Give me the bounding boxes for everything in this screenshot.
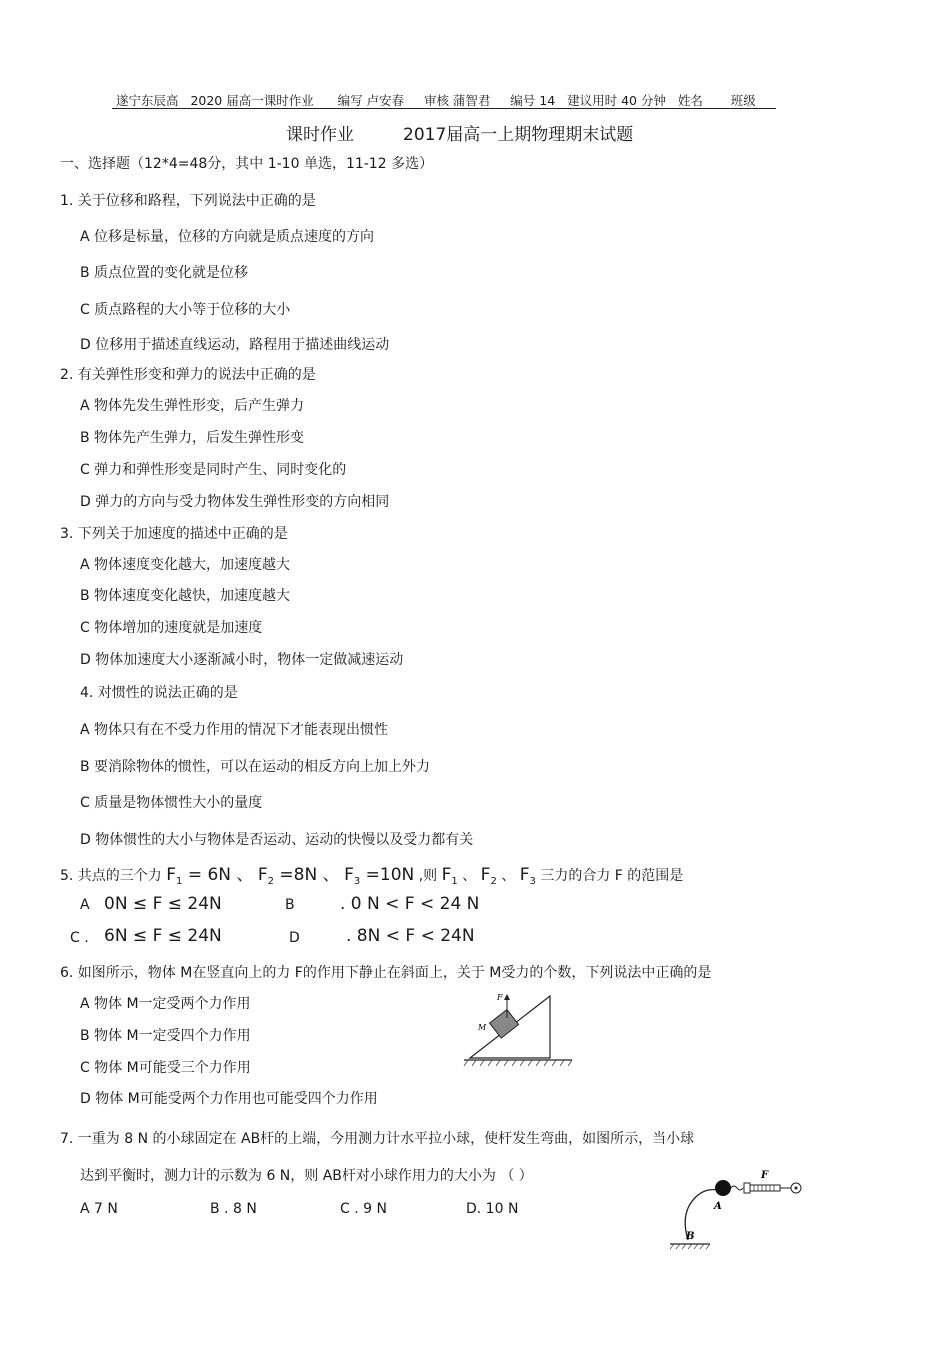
q3-option-d: D 物体加速度大小逐渐减小时，物体一定做减速运动 — [80, 652, 404, 668]
q6-option-b: B 物体 M一定受四个力作用 — [80, 1028, 251, 1044]
q5-ref-f3: $F_3$ — [519, 865, 536, 887]
q2-option-b: B 物体先产生弹力，后发生弹性形变 — [80, 430, 305, 446]
q5-ref-f1: $F_1$ — [441, 865, 458, 887]
q3-option-b: B 物体速度变化越快，加速度越大 — [80, 588, 291, 604]
page-title: 2017届高一上期物理期末试题 — [403, 125, 634, 145]
q2-option-d: D 弹力的方向与受力物体发生弹性形变的方向相同 — [80, 494, 390, 510]
q4-option-b: B 要消除物体的惯性，可以在运动的相反方向上加上外力 — [80, 759, 431, 775]
q5-ref-f2: $F_2$ — [480, 865, 497, 887]
q4-option-d: D 物体惯性的大小与物体是否运动、运动的快慢以及受力都有关 — [80, 832, 474, 848]
fig-f-label: F — [761, 1170, 769, 1181]
q7-stem-line1: 7. 一重为 8 N 的小球固定在 AB杆的上端，今用测力计水平拉小球，使杆发生弯曲，如图所示，当小球 — [60, 1131, 695, 1147]
q3-option-c: C 物体增加的速度就是加速度 — [80, 620, 263, 636]
header-number: 编号 14 — [510, 93, 556, 108]
q2-option-a: A 物体先发生弹性形变，后产生弹力 — [80, 398, 305, 414]
fig-a-label: A — [714, 1201, 722, 1212]
q7-option-a: A 7 N — [80, 1201, 118, 1217]
spring-scale — [750, 1185, 780, 1191]
q5-then: ,则 — [418, 868, 438, 884]
q1-option-a: A 位移是标量，位移的方向就是质点速度的方向 — [80, 229, 375, 245]
q4-option-a: A 物体只有在不受力作用的情况下才能表现出惯性 — [80, 722, 389, 738]
q5-option-b: . 0 N < F < 24 N — [340, 894, 480, 914]
q5-option-c-label: C . — [70, 930, 89, 946]
q5-option-d: . 8N < F < 24N — [346, 926, 475, 946]
q1-option-d: D 位移用于描述直线运动，路程用于描述曲线运动 — [80, 337, 390, 353]
q7-option-d: D. 10 N — [466, 1201, 519, 1217]
q7-option-b: B . 8 N — [210, 1201, 257, 1217]
q5-sep1: 、 — [462, 868, 477, 884]
q5-option-d-label: D — [289, 930, 300, 946]
incline-figure — [460, 988, 575, 1070]
header-writer: 编写 卢安春 — [337, 93, 405, 108]
q7-stem-line2: 达到平衡时，测力计的示数为 6 N，则 AB杆对小球作用力的大小为 （ ） — [80, 1168, 533, 1184]
arrow-head-icon — [504, 994, 510, 1000]
fig-b-label: B — [686, 1231, 695, 1242]
rod-figure — [660, 1160, 810, 1252]
header-time: 建议用时 40 分钟 — [567, 93, 666, 108]
q5-f3: $F_3 =10N$ — [344, 865, 415, 887]
q5-option-a-label: A — [80, 897, 90, 913]
block-m — [490, 1010, 519, 1038]
title-left: 课时作业 — [286, 125, 354, 145]
q3-stem: 3. 下列关于加速度的描述中正确的是 — [60, 526, 288, 542]
q1-option-c: C 质点路程的大小等于位移的大小 — [80, 302, 291, 318]
section-heading: 一、选择题（12*4=48分，其中 1-10 单选，11-12 多选） — [60, 156, 434, 172]
q4-option-c: C 质量是物体惯性大小的量度 — [80, 795, 263, 811]
q5-tail: 三力的合力 F 的范围是 — [540, 868, 684, 884]
q2-stem: 2. 有关弹性形变和弹力的说法中正确的是 — [60, 367, 316, 383]
header-class: 班级 — [730, 93, 756, 108]
q6-option-c: C 物体 M可能受三个力作用 — [80, 1060, 251, 1076]
q6-stem: 6. 如图所示，物体 M在竖直向上的力 F的作用下静止在斜面上，关于 M受力的个数，下列说法中正确的是 — [60, 965, 712, 981]
ball — [715, 1180, 731, 1196]
q5-option-b-label: B — [285, 897, 295, 913]
q7-option-c: C . 9 N — [340, 1201, 387, 1217]
header-grade: 2020 届高一课时作业 — [190, 93, 314, 108]
q5-option-a: 0N ≤ F ≤ 24N — [104, 894, 222, 914]
q5-sep2: 、 — [501, 868, 516, 884]
header-name: 姓名 — [677, 93, 703, 108]
q6-option-a: A 物体 M一定受两个力作用 — [80, 996, 251, 1012]
q5-f1: $F_1 = 6N$ 、 — [166, 865, 254, 887]
q1-stem: 1. 关于位移和路程，下列说法中正确的是 — [60, 193, 316, 209]
q3-option-a: A 物体速度变化越大，加速度越大 — [80, 557, 291, 573]
q5-option-c: 6N ≤ F ≤ 24N — [104, 926, 222, 946]
header-divider — [112, 108, 776, 109]
header-school: 遂宁东辰高 — [116, 93, 179, 108]
q1-option-b: B 质点位置的变化就是位移 — [80, 265, 249, 281]
q6-option-d: D 物体 M可能受两个力作用也可能受四个力作用 — [80, 1091, 378, 1107]
q5-stem-num: 5. 共点的三个力 — [60, 868, 162, 884]
q4-stem: 4. 对惯性的说法正确的是 — [80, 685, 238, 701]
fig-m-label: M — [478, 1023, 487, 1032]
q5-stem — [60, 860, 683, 885]
q5-f2: $F_2 =8N$ 、 — [257, 865, 340, 887]
fig-f-label: F — [497, 993, 503, 1002]
q2-option-c: C 弹力和弹性形变是同时产生、同时变化的 — [80, 462, 347, 478]
header-reviewer: 审核 蒲智君 — [423, 93, 491, 108]
